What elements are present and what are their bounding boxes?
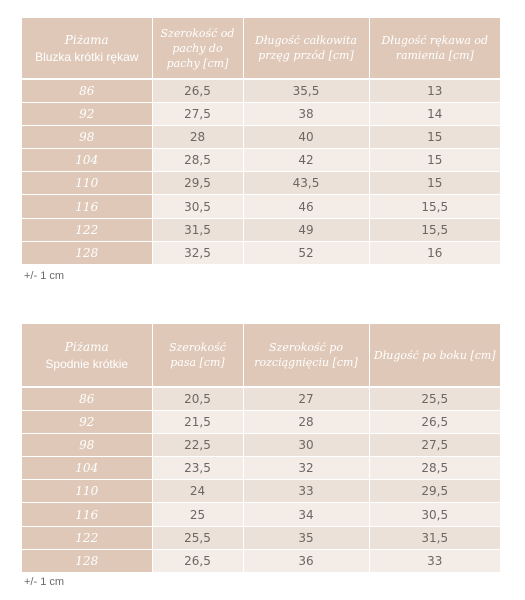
value-cell: 15 bbox=[369, 172, 500, 195]
column-header-label: Długość całkowita przęg przód [cm] bbox=[255, 34, 357, 62]
column-header-label: Długość po boku [cm] bbox=[373, 348, 496, 362]
value-cell: 26,5 bbox=[369, 410, 500, 433]
size-cell: 116 bbox=[22, 503, 152, 526]
column-header bbox=[243, 324, 369, 387]
table-title: Piżama bbox=[64, 339, 109, 354]
table-subtitle: Spodnie krótkie bbox=[45, 356, 129, 371]
value-cell: 23,5 bbox=[152, 457, 243, 480]
value-cell: 25 bbox=[152, 503, 243, 526]
value-cell: 27,5 bbox=[152, 102, 243, 125]
value-cell: 35,5 bbox=[243, 79, 369, 102]
value-cell: 32 bbox=[243, 457, 369, 480]
table-row bbox=[22, 125, 500, 148]
table-row bbox=[22, 480, 500, 503]
size-cell: 86 bbox=[22, 387, 152, 410]
size-cell: 116 bbox=[22, 195, 152, 218]
value-cell: 15,5 bbox=[369, 218, 500, 241]
size-cell: 92 bbox=[22, 410, 152, 433]
value-cell: 28 bbox=[152, 125, 243, 148]
value-cell: 33 bbox=[369, 549, 500, 572]
value-cell: 13 bbox=[369, 79, 500, 102]
size-table-shirt bbox=[22, 18, 500, 265]
size-cell: 104 bbox=[22, 149, 152, 172]
value-cell: 31,5 bbox=[152, 218, 243, 241]
table-header-row bbox=[22, 18, 500, 79]
value-cell: 34 bbox=[243, 503, 369, 526]
value-cell: 52 bbox=[243, 241, 369, 264]
table-row bbox=[22, 410, 500, 433]
size-cell: 128 bbox=[22, 241, 152, 264]
table-row bbox=[22, 503, 500, 526]
table-row bbox=[22, 241, 500, 264]
table-row bbox=[22, 102, 500, 125]
column-header-label: Szerokość od pachy do pachy [cm] bbox=[160, 26, 235, 70]
table-row bbox=[22, 549, 500, 572]
tolerance-note: +/- 1 cm bbox=[24, 576, 65, 588]
value-cell: 46 bbox=[243, 195, 369, 218]
size-cell: 86 bbox=[22, 79, 152, 102]
value-cell: 29,5 bbox=[152, 172, 243, 195]
value-cell: 35 bbox=[243, 526, 369, 549]
size-cell: 98 bbox=[22, 125, 152, 148]
table-row bbox=[22, 79, 500, 102]
table-header-row bbox=[22, 324, 500, 387]
tolerance-note: +/- 1 cm bbox=[24, 270, 65, 282]
value-cell: 30,5 bbox=[369, 503, 500, 526]
value-cell: 38 bbox=[243, 102, 369, 125]
value-cell: 24 bbox=[152, 480, 243, 503]
value-cell: 42 bbox=[243, 149, 369, 172]
value-cell: 14 bbox=[369, 102, 500, 125]
value-cell: 36 bbox=[243, 549, 369, 572]
value-cell: 27 bbox=[243, 387, 369, 410]
column-header bbox=[369, 18, 500, 79]
value-cell: 16 bbox=[369, 241, 500, 264]
size-cell: 104 bbox=[22, 457, 152, 480]
table-title: Piżama bbox=[64, 32, 109, 47]
value-cell: 26,5 bbox=[152, 549, 243, 572]
size-cell: 128 bbox=[22, 549, 152, 572]
value-cell: 21,5 bbox=[152, 410, 243, 433]
column-header bbox=[152, 18, 243, 79]
size-table-pants bbox=[22, 324, 500, 573]
value-cell: 43,5 bbox=[243, 172, 369, 195]
table-row bbox=[22, 149, 500, 172]
column-header-label: Szerokość pasa [cm] bbox=[169, 341, 226, 369]
table-row bbox=[22, 433, 500, 456]
value-cell: 30,5 bbox=[152, 195, 243, 218]
table-row bbox=[22, 457, 500, 480]
value-cell: 27,5 bbox=[369, 433, 500, 456]
table-row bbox=[22, 218, 500, 241]
table-title-cell bbox=[22, 324, 152, 387]
size-cell: 122 bbox=[22, 218, 152, 241]
column-header-label: Szerokość po rozciągnięciu [cm] bbox=[254, 341, 358, 369]
column-header bbox=[152, 324, 243, 387]
value-cell: 25,5 bbox=[152, 526, 243, 549]
value-cell: 33 bbox=[243, 480, 369, 503]
table-row bbox=[22, 526, 500, 549]
size-cell: 110 bbox=[22, 480, 152, 503]
value-cell: 15 bbox=[369, 125, 500, 148]
table-subtitle: Bluzka krótki rękaw bbox=[35, 49, 139, 64]
value-cell: 29,5 bbox=[369, 480, 500, 503]
table-row bbox=[22, 172, 500, 195]
value-cell: 15 bbox=[369, 149, 500, 172]
value-cell: 28,5 bbox=[369, 457, 500, 480]
column-header bbox=[369, 324, 500, 387]
value-cell: 15,5 bbox=[369, 195, 500, 218]
table-row bbox=[22, 387, 500, 410]
size-cell: 122 bbox=[22, 526, 152, 549]
table-row bbox=[22, 195, 500, 218]
value-cell: 26,5 bbox=[152, 79, 243, 102]
value-cell: 30 bbox=[243, 433, 369, 456]
size-cell: 110 bbox=[22, 172, 152, 195]
value-cell: 22,5 bbox=[152, 433, 243, 456]
table-title-cell bbox=[22, 18, 152, 79]
column-header-label: Długość rękawa od ramienia [cm] bbox=[381, 34, 489, 62]
value-cell: 20,5 bbox=[152, 387, 243, 410]
value-cell: 32,5 bbox=[152, 241, 243, 264]
value-cell: 25,5 bbox=[369, 387, 500, 410]
column-header bbox=[243, 18, 369, 79]
size-cell: 92 bbox=[22, 102, 152, 125]
value-cell: 40 bbox=[243, 125, 369, 148]
value-cell: 28 bbox=[243, 410, 369, 433]
value-cell: 49 bbox=[243, 218, 369, 241]
value-cell: 31,5 bbox=[369, 526, 500, 549]
size-cell: 98 bbox=[22, 433, 152, 456]
value-cell: 28,5 bbox=[152, 149, 243, 172]
